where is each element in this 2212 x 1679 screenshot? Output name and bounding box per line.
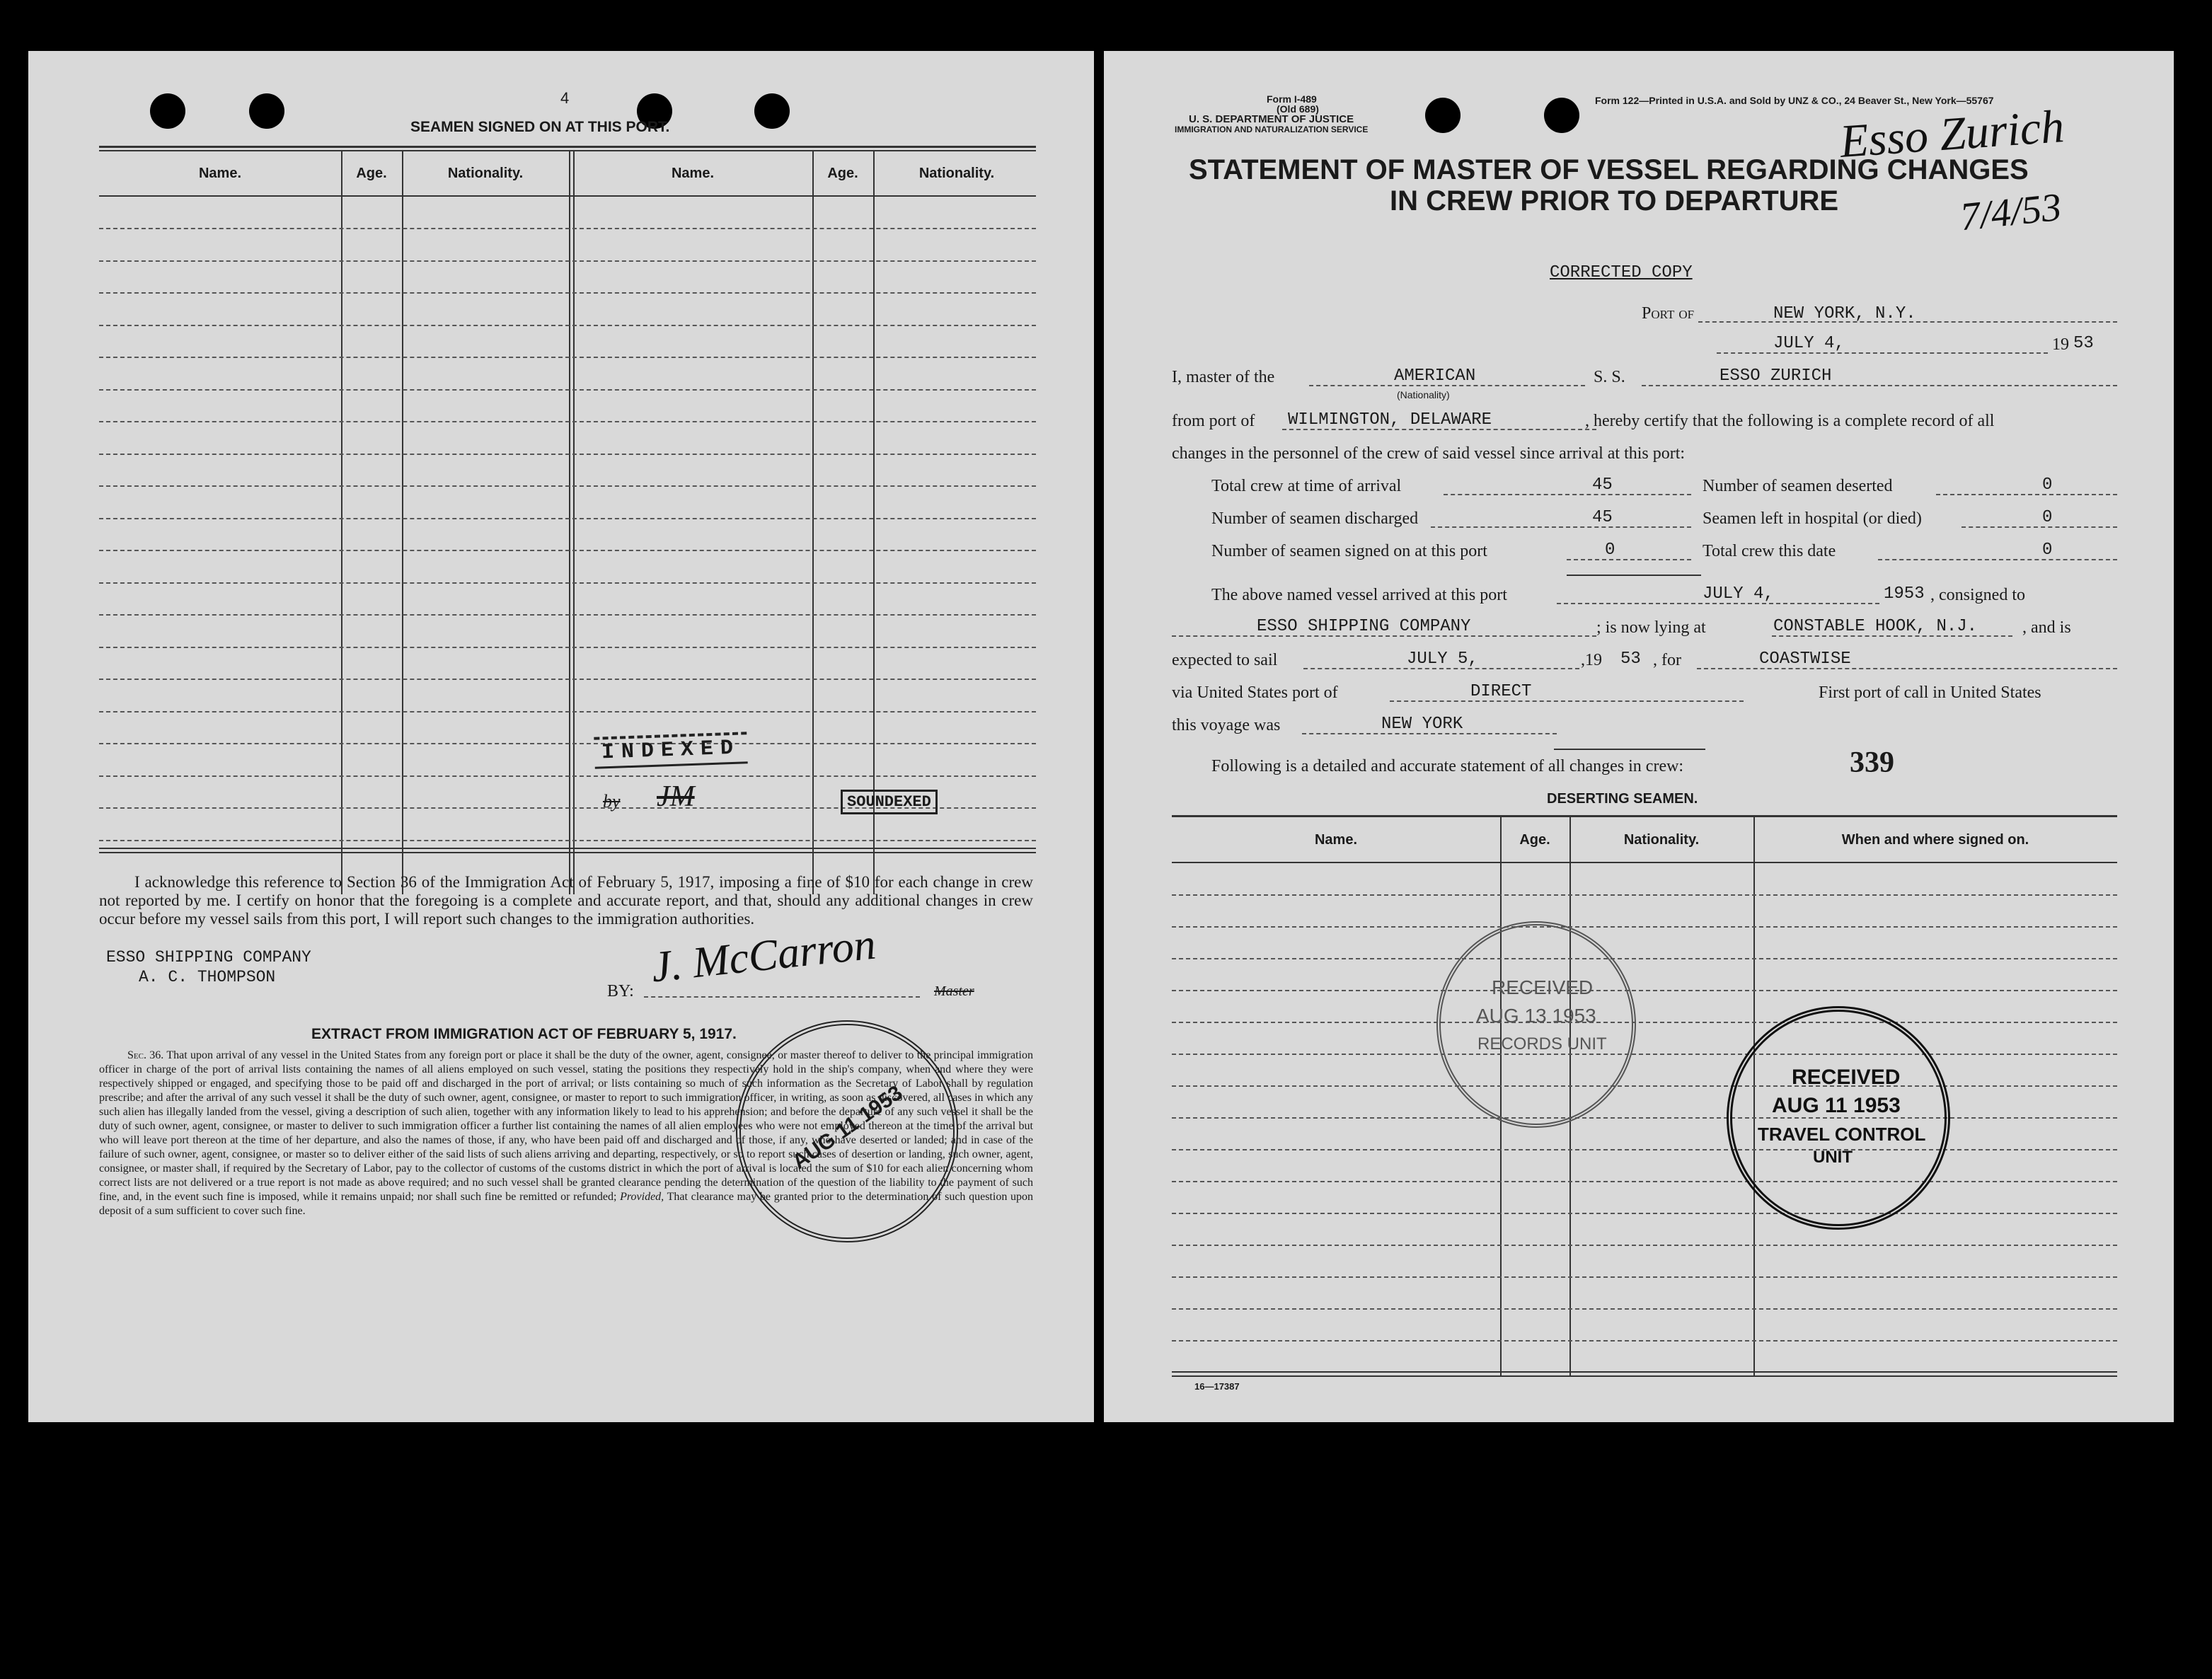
department: U. S. DEPARTMENT OF JUSTICE [1189, 113, 1354, 125]
table-row-line [99, 775, 1036, 777]
table-row-line [1172, 1149, 2117, 1150]
indexed-stamp: INDEXED [594, 732, 747, 769]
voyage-value: NEW YORK [1381, 715, 1463, 734]
form-title-line2: IN CREW PRIOR TO DEPARTURE [1390, 185, 1839, 217]
nationality-value: AMERICAN [1394, 367, 1476, 386]
punch-hole [754, 93, 790, 129]
table-row-line [99, 614, 1036, 616]
table-row-line [99, 228, 1036, 229]
column-divider [573, 150, 575, 894]
via-value: DIRECT [1470, 682, 1532, 701]
table-header-rule [99, 195, 1036, 197]
acknowledgment-text: I acknowledge this reference to Section 36 of the Immigration Act of February 5, 1917, imposing a fine of $10 for each change in crew not reported by me. I certify on honor that the foregoing is a complete and accurate report, and that, should any additional changes in crew occur before my vessel sails from this port, I will report such changes to the immigration authorities. [99, 873, 1033, 928]
corrected-copy: CORRECTED COPY [1550, 263, 1693, 282]
vessel-line [1642, 385, 2117, 386]
table-row-line [99, 325, 1036, 326]
column-header-name: Name. [198, 166, 242, 181]
table-row-line [1172, 1308, 2117, 1310]
following-label: Following is a detailed and accurate statement of all changes in crew: [1211, 757, 1684, 775]
extract-title: EXTRACT FROM IMMIGRATION ACT OF FEBRUARY 5, 1917. [311, 1026, 737, 1042]
table-top-rule [1172, 815, 2117, 817]
table-row-line [1172, 1054, 2117, 1055]
consigned-label: , consigned to [1930, 586, 2025, 604]
for-label: , for [1653, 651, 1681, 669]
table-row-line [99, 454, 1036, 455]
table-row-line [99, 357, 1036, 358]
column-divider [569, 150, 570, 894]
table-row-line [99, 743, 1036, 744]
master-label: Master [934, 983, 974, 999]
extract-text: That upon arrival of any vessel in the United States from any foreign port or place it shall be the duty of the owner, agent, consignee, or master thereof to deliver to the principal immigration officer in charge of the port of arrival lists containing the names of all aliens employed on such vessel, stating the positions they respectively hold in the ship's company, when and where they were respectively shipped or engaged, and specifying those to be paid off and discharged in the port of arrival; or lists containing so much of such information as the Secretary of Labor shall by regulation prescribe; and after the arrival of any such vessel it shall be the duty of such owner, agent, consignee, or master to report to such immigration officer, in writing, as soon as discovered, all cases in which any such alien has illegally landed from the vessel, giving a description of such alien, together with any information likely to lead to his apprehension; and before the departure of any such vessel it shall be the duty of such owner, agent, consignee, or master to deliver to such immigration officer a further list containing the names of all alien employees who were not employed thereon at the time of the arrival but who will leave port thereon at the time of her departure, and also the names of those, if any, who have been paid off and discharged and of those, if any, who have deserted or landed; and in case of the failure of such owner, agent, consignee, or master so to deliver either of the said lists of such aliens arriving and departing, respectively, or so to report such cases of desertion or landing, such owner, agent, consignee, or master shall, if required by the Secretary of Labor, pay to the collector of customs of the customs district in which the port of arrival is located the sum of $10 for each alien concerning whom correct lists are not delivered or a true report is not made as above required; and no such vessel shall be granted clearance pending the determination of the question of the liability to the payment of such fine, and, in the event such fine is imposed, while it remains unpaid; nor shall such fine be remitted or refunded; [99, 1049, 1033, 1203]
table-row-line [1172, 894, 2117, 896]
form-old-number: (Old 689) [1277, 103, 1319, 115]
column-header-name: Name. [1314, 832, 1358, 848]
right-page [1104, 51, 2174, 1422]
stat-line [1444, 494, 1691, 495]
arrived-year: 1953 [1884, 584, 1925, 604]
port-label: Port of [1642, 304, 1695, 323]
changes-text: changes in the personnel of the crew of said vessel since arrival at this port: [1172, 444, 1686, 463]
sail-year-prefix: ,19 [1581, 651, 1602, 669]
table-row-line [1172, 1181, 2117, 1182]
lying-label: ; is now lying at [1596, 618, 1706, 637]
total-arrival-value: 45 [1592, 475, 1613, 495]
stamp1-top: RECEIVED [1492, 976, 1594, 998]
punch-hole [1425, 98, 1461, 133]
stamp-by: by [603, 791, 621, 812]
year-prefix: 19 [2052, 335, 2069, 354]
consignee-value: ESSO SHIPPING COMPANY [1257, 617, 1471, 636]
soundexed-stamp: SOUNDEXED [841, 790, 938, 814]
table-row-line [1172, 926, 2117, 928]
stamp2-top: RECEIVED [1792, 1066, 1901, 1089]
extract-end: That clearance may be granted prior to the determination of such question upon deposit of a sum sufficient to cover such fine. [99, 1191, 1034, 1217]
nationality-caption: (Nationality) [1397, 389, 1450, 400]
master-signature: J. McCarron [649, 920, 878, 992]
punch-hole [1544, 98, 1579, 133]
table-bottom-rule [1172, 1375, 2117, 1377]
stat-line [1431, 526, 1691, 528]
table-row-line [99, 840, 1036, 841]
arrived-label: The above named vessel arrived at this port [1211, 586, 1507, 604]
extract-provided: Provided, [620, 1191, 664, 1203]
date-value: JULY 4, [1773, 334, 1845, 353]
column-header-nationality: Nationality. [447, 166, 524, 181]
table-row-line [99, 679, 1036, 680]
column-header-name: Name. [671, 166, 715, 181]
year-value: 53 [2073, 334, 2094, 353]
stat-line [1962, 526, 2117, 528]
column-header-when-where: When and where signed on. [1841, 832, 2029, 848]
total-arrival-label: Total crew at time of arrival [1211, 477, 1402, 495]
lying-value: CONSTABLE HOOK, N.J. [1773, 617, 1978, 636]
table-bottom-rule [1172, 1371, 2117, 1373]
table-row-line [1172, 1085, 2117, 1087]
company-name: ESSO SHIPPING COMPANY [106, 948, 311, 967]
via-line [1390, 700, 1744, 702]
partial-received-stamp [736, 1020, 958, 1242]
and-is-label: , and is [2022, 618, 2071, 637]
table-row-line [1172, 1245, 2117, 1246]
stamp2-line2: UNIT [1813, 1148, 1853, 1167]
stamp2-line1: TRAVEL CONTROL [1758, 1124, 1926, 1145]
ss-label: S. S. [1594, 368, 1625, 386]
total-date-value: 0 [2042, 541, 2053, 560]
column-divider [402, 150, 403, 894]
hospital-label: Seamen left in hospital (or died) [1703, 509, 1922, 528]
page-number: 4 [560, 89, 570, 107]
column-header-nationality: Nationality. [1623, 832, 1700, 848]
table-row-line [99, 292, 1036, 294]
column-divider [873, 150, 875, 894]
table-row-line [99, 647, 1036, 648]
via-label: via United States port of [1172, 683, 1338, 702]
column-header-nationality: Nationality. [918, 166, 995, 181]
column-divider [341, 150, 342, 894]
printer-note: Form 122—Printed in U.S.A. and Sold by UNZ & CO., 24 Beaver St., New York—55767 [1595, 95, 1994, 106]
table-row-line [1172, 990, 2117, 991]
table-row-line [99, 485, 1036, 487]
voyage-label: this voyage was [1172, 716, 1281, 734]
voyage-rule [1554, 749, 1705, 750]
table-row-line [99, 421, 1036, 422]
sail-label: expected to sail [1172, 651, 1278, 669]
deserted-label: Number of seamen deserted [1703, 477, 1893, 495]
certify-text: , hereby certify that the following is a complete record of all [1585, 412, 1995, 430]
table-row-line [99, 389, 1036, 391]
from-label: from port of [1172, 412, 1255, 430]
received-records-stamp [1436, 921, 1636, 1128]
table-row-line [99, 711, 1036, 712]
stamp-initials: JM [657, 780, 695, 813]
punch-hole [150, 93, 185, 129]
deserting-title: DESERTING SEAMEN. [1547, 791, 1698, 807]
table-row-line [99, 582, 1036, 584]
signed-value: 0 [1605, 541, 1615, 560]
punch-hole [249, 93, 284, 129]
stat-line [1936, 494, 2117, 495]
table-row-line [99, 518, 1036, 519]
received-travel-control-stamp [1727, 1006, 1950, 1230]
section-title: SEAMEN SIGNED ON AT THIS PORT. [410, 119, 670, 135]
form-code: 16—17387 [1194, 1381, 1240, 1392]
discharged-label: Number of seamen discharged [1211, 509, 1419, 528]
signed-label: Number of seamen signed on at this port [1211, 542, 1487, 560]
discharged-value: 45 [1592, 508, 1613, 527]
by-label: BY: [607, 982, 634, 1000]
handwritten-vessel: Esso Zurich [1838, 100, 2066, 168]
stat-rule [1567, 575, 1701, 576]
table-row-line [1172, 958, 2117, 959]
extract-lead: Sec. 36. [127, 1049, 164, 1061]
table-row-line [99, 260, 1036, 262]
sail-year: 53 [1620, 650, 1641, 669]
sail-value: JULY 5, [1407, 650, 1478, 669]
table-row-line [99, 550, 1036, 551]
form-number: Form I-489 [1267, 93, 1317, 105]
table-header-rule [1172, 862, 2117, 863]
left-page [28, 51, 1094, 1422]
table-row-line [1172, 1340, 2117, 1342]
from-value: WILMINGTON, DELAWARE [1288, 410, 1492, 429]
table-row-line [1172, 1276, 2117, 1278]
hospital-value: 0 [2042, 508, 2053, 527]
vessel-value: ESSO ZURICH [1720, 367, 1832, 386]
column-header-age: Age. [1519, 832, 1550, 848]
column-header-age: Age. [356, 166, 387, 181]
table-row-line [1172, 1022, 2117, 1023]
table-bottom-rule [99, 852, 1036, 853]
arrived-value: JULY 4, [1703, 584, 1774, 604]
stat-line [1878, 559, 2117, 560]
table-top-rule [99, 146, 1036, 148]
service-name: IMMIGRATION AND NATURALIZATION SERVICE [1175, 125, 1369, 134]
stat-line [1567, 559, 1691, 560]
deserted-value: 0 [2042, 475, 2053, 495]
date-line [1717, 352, 2048, 354]
agent-name: A. C. THOMPSON [139, 968, 276, 986]
handwritten-date: 7/4/53 [1958, 185, 2063, 240]
table-row-line [1172, 1117, 2117, 1119]
stamp2-date: AUG 11 1953 [1772, 1094, 1901, 1117]
master-label: I, master of the [1172, 368, 1275, 386]
stamp1-bottom: RECORDS UNIT [1477, 1034, 1607, 1054]
signature-line [644, 996, 920, 998]
form-title-line1: STATEMENT OF MASTER OF VESSEL REGARDING CHANGES [1189, 154, 2029, 185]
table-bottom-rule [99, 848, 1036, 849]
table-top-rule [99, 150, 1036, 151]
first-port-label: First port of call in United States [1819, 683, 2041, 702]
table-row-line [1172, 1213, 2117, 1214]
for-value: COASTWISE [1759, 650, 1851, 669]
column-divider [812, 150, 814, 894]
stamp1-date: AUG 13 1953 [1476, 1005, 1596, 1027]
total-date-label: Total crew this date [1703, 542, 1836, 560]
partial-stamp-date: AUG 11 1953 [788, 1080, 907, 1175]
port-value: NEW YORK, N.Y. [1773, 304, 1916, 323]
column-header-age: Age. [827, 166, 858, 181]
handwritten-number: 339 [1850, 746, 1894, 779]
